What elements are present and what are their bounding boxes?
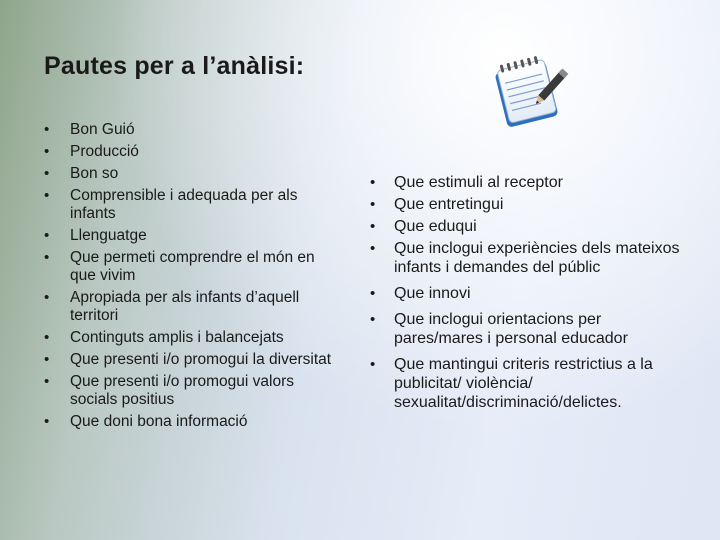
list-item: • Que mantingui criteris restrictius a la publicitat/ violència/ sexualitat/discriminació/delictes. [370, 355, 690, 412]
list-item: • Que eduqui [370, 217, 690, 236]
list-item: • Que estimuli al receptor [370, 173, 690, 192]
list-item: • Que permeti comprendre el món en que vivim [44, 249, 344, 285]
list-item: • Bon Guió [44, 121, 344, 139]
list-item: • Llenguatge [44, 227, 344, 245]
list-item: • Comprensible i adequada per als infants [44, 187, 344, 223]
list-item: • Que inclogui experiències dels mateixos infants i demandes del públic [370, 239, 690, 277]
list-item: • Que inclogui orientacions per pares/mares i personal educador [370, 310, 690, 348]
list-item: • Que presenti i/o promogui valors socials positius [44, 373, 344, 409]
right-criteria-list [370, 173, 690, 419]
list-item: • Producció [44, 143, 344, 161]
list-item: • Continguts amplis i balancejats [44, 329, 344, 347]
slide-title: Pautes per a l’anàlisi: [44, 52, 305, 80]
list-item: • Apropiada per als infants d’aquell territori [44, 289, 344, 325]
list-item: • Que doni bona informació [44, 413, 344, 431]
list-item: • Que entretingui [370, 195, 690, 214]
list-item: • Que innovi [370, 284, 690, 303]
list-item: • Bon so [44, 165, 344, 183]
left-criteria-list [44, 121, 344, 435]
notepad-pencil-icon [488, 50, 574, 128]
list-item: • Que presenti i/o promogui la diversitat [44, 351, 344, 369]
